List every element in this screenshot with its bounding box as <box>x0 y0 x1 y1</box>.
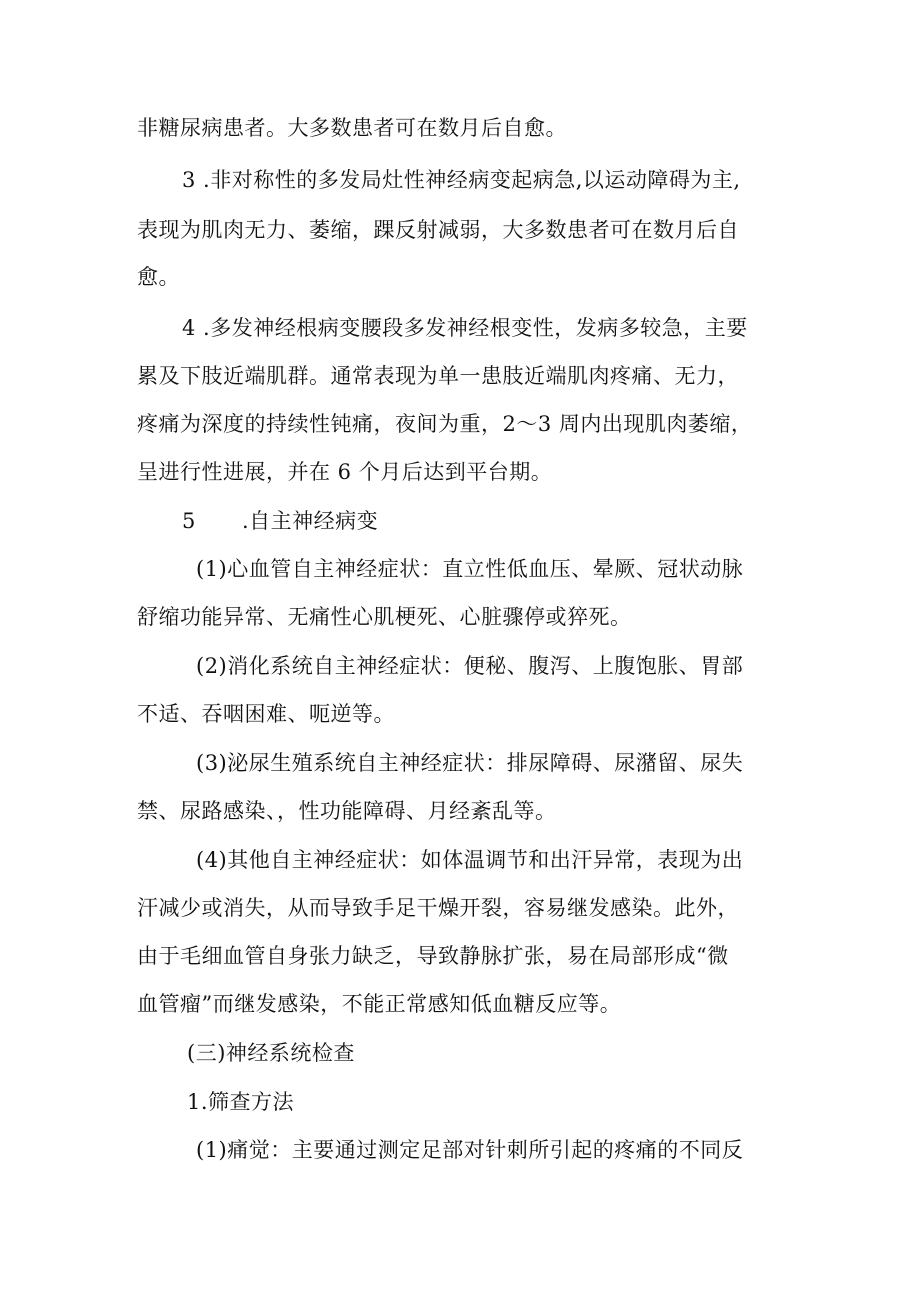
text-line: (1)心血管自主神经症状：直立性低血压、晕厥、冠状动脉 <box>196 557 744 581</box>
text-line: 3 .非对称性的多发局灶性神经病变起病急,以运动障碍为主, <box>182 168 741 192</box>
text-line: 表现为肌肉无力、萎缩，踝反射减弱，大多数患者可在数月后自 <box>137 218 739 242</box>
text-line: 舒缩功能异常、无痛性心肌梗死、心脏骤停或猝死。 <box>137 605 632 629</box>
section-heading: (三)神经系统检查 <box>187 1041 355 1065</box>
text-line: 由于毛细血管自身张力缺乏，导致静脉扩张，易在局部形成“微 <box>137 944 729 968</box>
text-line: 禁、尿路感染、，性功能障碍、月经紊乱等。 <box>137 799 557 823</box>
text-line: 愈。 <box>137 265 180 289</box>
text-line: 不适、吞咽困难、呃逆等。 <box>137 702 395 726</box>
text-line: 呈进行性进展，并在 6 个月后达到平台期。 <box>137 460 553 484</box>
section-number: 5 <box>182 509 196 533</box>
text-line: 疼痛为深度的持续性钝痛，夜间为重，2～3 周内出现肌肉萎缩， <box>137 412 753 436</box>
section-title: .自主神经病变 <box>242 509 379 533</box>
text-line: 累及下肢近端肌群。通常表现为单一患肢近端肌肉疼痛、无力， <box>137 364 739 388</box>
text-line: (2)消化系统自主神经症状：便秘、腹泻、上腹饱胀、胃部 <box>196 654 744 678</box>
text-line: (3)泌尿生殖系统自主神经症状：排尿障碍、尿潴留、尿失 <box>196 751 744 775</box>
text-line: 血管瘤”而继发感染，不能正常感知低血糖反应等。 <box>137 992 622 1016</box>
subsection-heading: 1.筛查方法 <box>187 1090 295 1114</box>
text-line: 非糖尿病患者。大多数患者可在数月后自愈。 <box>137 116 567 140</box>
text-line: (1)痛觉：主要通过测定足部对针刺所引起的疼痛的不同反 <box>196 1138 744 1162</box>
text-line: (4)其他自主神经症状：如体温调节和出汗异常，表现为出 <box>196 848 744 872</box>
text-line: 4 .多发神经根病变腰段多发神经根变性，发病多较急，主要 <box>182 316 748 340</box>
text-line: 汗减少或消失，从而导致手足干燥开裂，容易继发感染。此外， <box>137 896 739 920</box>
